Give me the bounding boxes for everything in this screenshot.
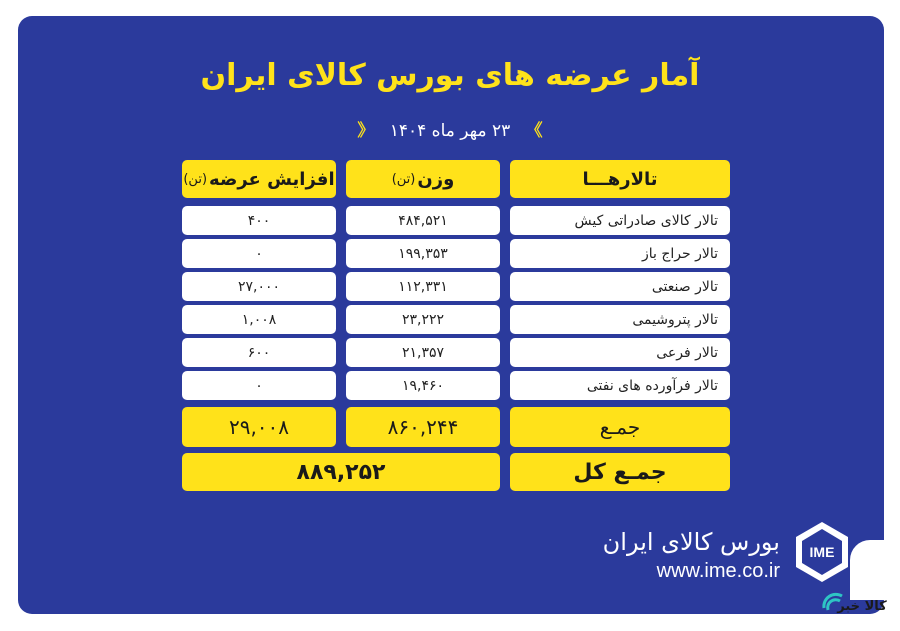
row-weight: ۴۸۴,۵۲۱ bbox=[346, 206, 500, 235]
bracket-left: 《 bbox=[357, 121, 375, 141]
header-weight-label: وزن bbox=[417, 168, 455, 190]
brand-url[interactable]: www.ime.co.ir bbox=[656, 560, 780, 582]
sum-label: جمـع bbox=[510, 407, 730, 447]
row-weight: ۱۱۲,۳۳۱ bbox=[346, 272, 500, 301]
brand-name: بورس کالای ایران bbox=[602, 528, 780, 556]
row-increase: ۶۰۰ bbox=[182, 338, 336, 367]
sum-weight: ۸۶۰,۲۴۴ bbox=[346, 407, 500, 447]
row-increase: ۰ bbox=[182, 371, 336, 400]
row-name: تالار پتروشیمی bbox=[510, 305, 730, 334]
row-name: تالار صنعتی bbox=[510, 272, 730, 301]
row-name: تالار کالای صادراتی کیش bbox=[510, 206, 730, 235]
row-weight: ۲۳,۲۲۲ bbox=[346, 305, 500, 334]
header-increase bbox=[182, 160, 336, 198]
watermark-logo-icon bbox=[818, 588, 888, 628]
row-weight: ۲۱,۳۵۷ bbox=[346, 338, 500, 367]
row-weight: ۱۹,۴۶۰ bbox=[346, 371, 500, 400]
row-name: تالار حراج باز bbox=[510, 239, 730, 268]
row-increase: ۴۰۰ bbox=[182, 206, 336, 235]
header-weight-unit: (تن) bbox=[391, 171, 416, 187]
header-halls bbox=[510, 160, 730, 198]
row-name: تالار فرعی bbox=[510, 338, 730, 367]
row-increase: ۲۷,۰۰۰ bbox=[182, 272, 336, 301]
header-weight bbox=[346, 160, 500, 198]
ime-logo-icon bbox=[790, 520, 854, 584]
header-increase-label: افزایش عرضه bbox=[209, 168, 335, 190]
header-halls-label: تالارهـــا bbox=[582, 168, 658, 190]
bracket-right: 》 bbox=[525, 121, 543, 141]
logo-text: IME bbox=[809, 544, 835, 560]
watermark-text: کالا خبر bbox=[837, 599, 887, 614]
row-increase: ۱,۰۰۸ bbox=[182, 305, 336, 334]
sum-increase: ۲۹,۰۰۸ bbox=[182, 407, 336, 447]
row-weight: ۱۹۹,۳۵۳ bbox=[346, 239, 500, 268]
row-name: تالار فرآورده های نفتی bbox=[510, 371, 730, 400]
grand-total-label: جمـع کل bbox=[510, 453, 730, 491]
header-increase-unit: (تن) bbox=[183, 171, 208, 187]
page-title: آمار عرضه های بورس کالای ایران bbox=[200, 58, 700, 93]
grand-total-value: ۸۸۹,۲۵۲ bbox=[182, 453, 500, 491]
row-increase: ۰ bbox=[182, 239, 336, 268]
date-line bbox=[0, 116, 900, 141]
report-date: ۲۳ مهر ماه ۱۴۰۴ bbox=[389, 121, 511, 141]
